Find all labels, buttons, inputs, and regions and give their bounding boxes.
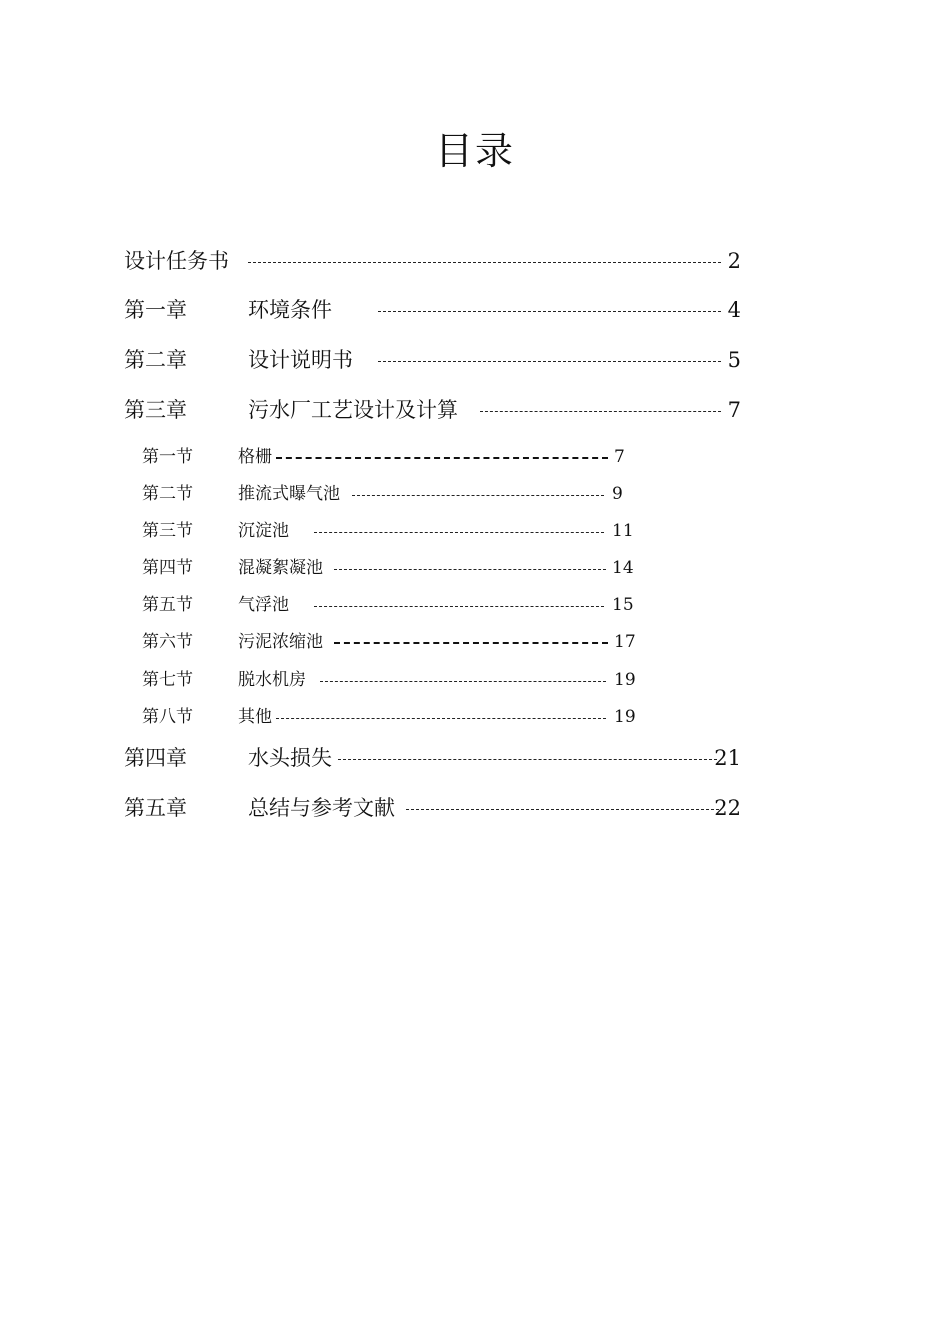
toc-entry-section-6[interactable]: [142, 627, 642, 657]
toc-entry-title: 设计说明书: [248, 348, 353, 372]
toc-entry-section-1[interactable]: [142, 442, 642, 472]
toc-title: 目录: [434, 129, 515, 173]
toc-entry-title: 气浮池: [238, 595, 289, 615]
toc-entry-label: 第三章: [124, 398, 187, 422]
toc-entry-chapter-5[interactable]: [124, 793, 741, 823]
toc-entry-section-7[interactable]: [142, 665, 642, 695]
toc-entry-label: 设计任务书: [124, 249, 229, 273]
toc-leader: [480, 411, 721, 412]
toc-entry-chapter-4[interactable]: [124, 743, 741, 773]
toc-entry-title: 总结与参考文献: [248, 796, 395, 820]
toc-entry-label: 第八节: [142, 707, 193, 727]
toc-entry-label: 第六节: [142, 632, 193, 652]
toc-entry-title: 推流式曝气池: [238, 484, 340, 504]
toc-entry-label: 第二章: [124, 348, 187, 372]
toc-entry-task-book[interactable]: [124, 246, 741, 276]
toc-page-number: 4: [727, 298, 741, 322]
toc-leader: [334, 642, 608, 644]
toc-entry-title: 脱水机房: [238, 670, 306, 690]
toc-entry-label: 第一节: [142, 447, 193, 467]
toc-leader: [276, 718, 606, 719]
toc-entry-section-8[interactable]: [142, 702, 642, 732]
toc-leader: [406, 809, 719, 810]
toc-entry-title: 水头损失: [248, 746, 332, 770]
toc-leader: [334, 569, 606, 570]
toc-page-number: 14: [612, 558, 634, 578]
toc-page-number: 11: [612, 521, 634, 541]
toc-entry-label: 第二节: [142, 484, 193, 504]
toc-leader: [314, 606, 604, 607]
toc-leader: [338, 759, 717, 760]
toc-entry-label: 第五章: [124, 796, 187, 820]
toc-leader: [378, 311, 721, 312]
toc-page-number: 7: [614, 447, 625, 467]
toc-page-number: 7: [727, 398, 741, 422]
toc-entry-title: 沉淀池: [238, 521, 289, 541]
toc-entry-chapter-1[interactable]: [124, 295, 741, 325]
toc-page-number: 22: [714, 796, 741, 820]
toc-entry-section-4[interactable]: [142, 553, 642, 583]
toc-page-number: 15: [612, 595, 634, 615]
toc-page-number: 19: [614, 670, 636, 690]
toc-leader: [276, 457, 608, 459]
toc-entry-label: 第五节: [142, 595, 193, 615]
toc-leader: [320, 681, 606, 682]
toc-entry-title: 环境条件: [248, 298, 332, 322]
toc-leader: [352, 495, 604, 496]
toc-page-number: 19: [614, 707, 636, 727]
toc-entry-title: 混凝絮凝池: [238, 558, 323, 578]
toc-entry-section-3[interactable]: [142, 516, 642, 546]
toc-entry-chapter-3[interactable]: [124, 395, 741, 425]
toc-entry-title: 其他: [238, 707, 272, 727]
toc-entry-chapter-2[interactable]: [124, 345, 741, 375]
toc-entry-label: 第四节: [142, 558, 193, 578]
toc-entry-title: 污水厂工艺设计及计算: [248, 398, 458, 422]
toc-entry-section-5[interactable]: [142, 590, 642, 620]
toc-entry-label: 第四章: [124, 746, 187, 770]
toc-page-number: 9: [612, 484, 623, 504]
toc-entry-title: 格栅: [238, 447, 272, 467]
toc-page-number: 17: [614, 632, 636, 652]
toc-leader: [378, 361, 721, 362]
toc-leader: [248, 262, 721, 263]
toc-entry-label: 第三节: [142, 521, 193, 541]
toc-page-number: 5: [727, 348, 741, 372]
toc-page-number: 2: [727, 249, 741, 273]
toc-entry-title: 污泥浓缩池: [238, 632, 323, 652]
toc-leader: [314, 532, 604, 533]
toc-page-number: 21: [714, 746, 741, 770]
toc-entry-label: 第一章: [124, 298, 187, 322]
toc-entry-section-2[interactable]: [142, 479, 642, 509]
toc-entry-label: 第七节: [142, 670, 193, 690]
